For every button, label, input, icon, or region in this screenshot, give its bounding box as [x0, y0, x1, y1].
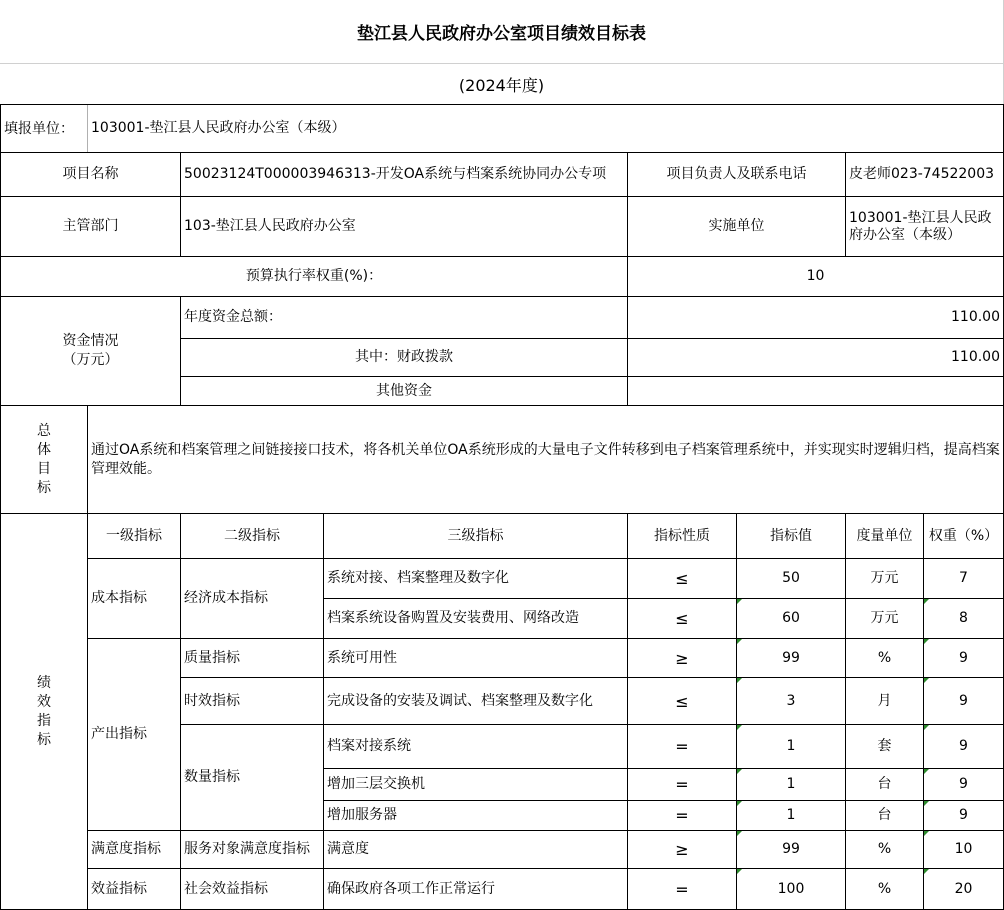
dept-label: 主管部门	[1, 197, 181, 257]
indicator-weight-cell: 7	[924, 559, 1004, 599]
goal-label-char: 目	[37, 460, 51, 477]
cell-marker-icon	[737, 599, 742, 604]
funds-other-value	[628, 377, 1004, 406]
indicator-weight-cell: 9	[924, 801, 1004, 831]
project-contact-label: 项目负责人及联系电话	[628, 153, 846, 197]
funds-label-line2: （万元）	[62, 352, 119, 368]
indicators-label	[1, 514, 88, 910]
level2-quantity: 数量指标	[181, 725, 324, 831]
indicator-unit-cell: 台	[846, 769, 924, 801]
funds-total-value: 110.00	[628, 297, 1004, 339]
cell-marker-icon	[924, 869, 929, 874]
indicators-label-char: 效	[37, 693, 51, 710]
page-title: 垫江县人民政府办公室项目绩效目标表	[0, 0, 1004, 64]
indicators-label-char: 绩	[37, 674, 51, 691]
impl-unit-label: 实施单位	[628, 197, 846, 257]
indicator-weight-cell: 8	[924, 599, 1004, 639]
indicator-op-cell: ≤	[628, 678, 737, 725]
indicator-name-cell: 档案系统设备购置及安装费用、网络改造	[324, 599, 628, 639]
goal-text: 通过OA系统和档案管理之间链接接口技术，将各机关单位OA系统形成的大量电子文件转移到电子档案管理系统中，并实现实时逻辑归档，提高档案管理效能。	[88, 406, 1004, 514]
indicator-op-cell: ≤	[628, 599, 737, 639]
budget-label: 预算执行率权重(%)：	[1, 257, 628, 297]
indicator-name-cell: 系统可用性	[324, 639, 628, 678]
indicator-name-cell: 增加三层交换机	[324, 769, 628, 801]
header-value: 指标值	[737, 514, 846, 559]
indicator-name-cell: 档案对接系统	[324, 725, 628, 769]
goal-label-char: 体	[37, 441, 51, 458]
indicator-op-cell: =	[628, 725, 737, 769]
cell-marker-icon	[737, 831, 742, 836]
cell-marker-icon	[737, 678, 742, 683]
funds-other-label: 其他资金	[181, 377, 628, 406]
indicator-value-cell: 60	[737, 599, 846, 639]
header-unit: 度量单位	[846, 514, 924, 559]
level1-cost: 成本指标	[88, 559, 181, 639]
cell-marker-icon	[737, 639, 742, 644]
indicator-value-cell: 3	[737, 678, 846, 725]
level1-output: 产出指标	[88, 639, 181, 831]
goal-label	[1, 406, 88, 514]
indicator-unit-cell: %	[846, 639, 924, 678]
indicator-op-cell: ≤	[628, 559, 737, 599]
indicator-value-cell: 1	[737, 725, 846, 769]
indicator-name-cell: 增加服务器	[324, 801, 628, 831]
indicator-name-cell: 完成设备的安装及调试、档案整理及数字化	[324, 678, 628, 725]
indicator-name-cell: 满意度	[324, 831, 628, 869]
indicator-op-cell: ≥	[628, 831, 737, 869]
cell-marker-icon	[737, 725, 742, 730]
goal-label-char: 标	[37, 479, 51, 496]
cell-marker-icon	[924, 678, 929, 683]
funds-label-line1: 资金情况	[62, 333, 119, 349]
dept-value: 103-垫江县人民政府办公室	[181, 197, 628, 257]
level2-service-satisfaction: 服务对象满意度指标	[181, 831, 324, 869]
cell-marker-icon	[924, 639, 929, 644]
funds-total-label: 年度资金总额：	[181, 297, 628, 339]
indicator-unit-cell: 月	[846, 678, 924, 725]
indicator-op-cell: =	[628, 801, 737, 831]
indicator-value-cell: 99	[737, 639, 846, 678]
indicator-weight-cell: 9	[924, 639, 1004, 678]
funds-label	[1, 297, 181, 406]
indicator-op-cell: =	[628, 869, 737, 910]
indicator-value-cell: 99	[737, 831, 846, 869]
budget-value: 10	[628, 257, 1004, 297]
project-contact-value: 皮老师023-74522003	[846, 153, 1004, 197]
indicator-unit-cell: %	[846, 869, 924, 910]
header-level2: 二级指标	[181, 514, 324, 559]
indicator-op-cell: =	[628, 769, 737, 801]
level2-social-benefit: 社会效益指标	[181, 869, 324, 910]
cell-marker-icon	[924, 801, 929, 806]
cell-marker-icon	[737, 869, 742, 874]
indicator-weight-cell: 9	[924, 769, 1004, 801]
indicator-value-cell: 100	[737, 869, 846, 910]
filler-value: 103001-垫江县人民政府办公室（本级）	[88, 105, 1004, 153]
indicator-unit-cell: 套	[846, 725, 924, 769]
level1-satisfaction: 满意度指标	[88, 831, 181, 869]
indicator-unit-cell: 万元	[846, 559, 924, 599]
cell-marker-icon	[737, 801, 742, 806]
funds-fiscal-label: 其中：财政拨款	[181, 339, 628, 377]
indicator-weight-cell: 9	[924, 678, 1004, 725]
cell-marker-icon	[924, 769, 929, 774]
filler-label: 填报单位：	[4, 120, 74, 137]
indicator-value-cell: 50	[737, 559, 846, 599]
indicator-unit-cell: 万元	[846, 599, 924, 639]
indicator-weight-cell: 9	[924, 725, 1004, 769]
funds-fiscal-value: 110.00	[628, 339, 1004, 377]
indicator-weight-cell: 10	[924, 831, 1004, 869]
level2-quality: 质量指标	[181, 639, 324, 678]
indicator-name-cell: 系统对接、档案整理及数字化	[324, 559, 628, 599]
header-nature: 指标性质	[628, 514, 737, 559]
cell-marker-icon	[924, 599, 929, 604]
indicator-value-cell: 1	[737, 769, 846, 801]
level2-timeliness: 时效指标	[181, 678, 324, 725]
indicator-value-cell: 1	[737, 801, 846, 831]
indicator-name-cell: 确保政府各项工作正常运行	[324, 869, 628, 910]
cell-marker-icon	[924, 725, 929, 730]
header-weight: 权重（%）	[924, 514, 1004, 559]
indicator-unit-cell: %	[846, 831, 924, 869]
indicator-weight-cell: 20	[924, 869, 1004, 910]
goal-label-char: 总	[37, 422, 51, 439]
header-level3: 三级指标	[324, 514, 628, 559]
impl-unit-value: 103001-垫江县人民政府办公室（本级）	[846, 197, 1004, 257]
level2-economic-cost: 经济成本指标	[181, 559, 324, 639]
indicators-label-char: 标	[37, 731, 51, 748]
header-level1: 一级指标	[88, 514, 181, 559]
indicator-op-cell: ≥	[628, 639, 737, 678]
cell-marker-icon	[737, 769, 742, 774]
year-label: (2024年度)	[0, 64, 1004, 104]
indicator-unit-cell: 台	[846, 801, 924, 831]
cell-marker-icon	[924, 831, 929, 836]
project-name-value: 50023124T000003946313-开发OA系统与档案系统协同办公专项	[181, 153, 628, 197]
indicators-label-char: 指	[37, 712, 51, 729]
level1-benefit: 效益指标	[88, 869, 181, 910]
project-name-label: 项目名称	[1, 153, 181, 197]
